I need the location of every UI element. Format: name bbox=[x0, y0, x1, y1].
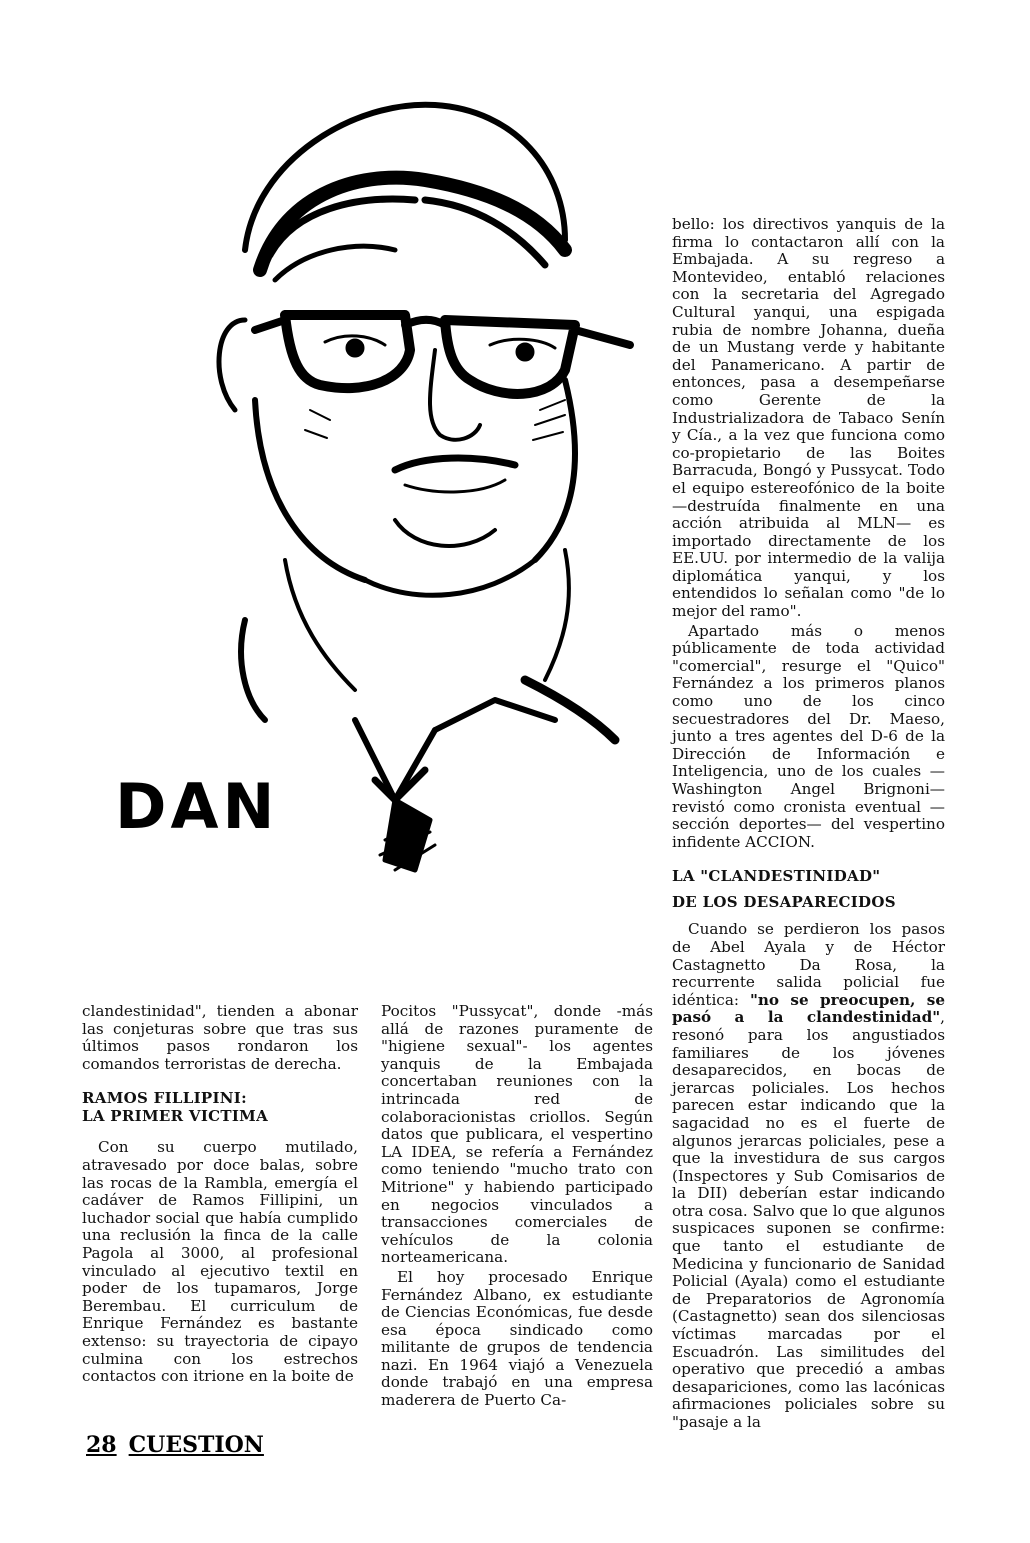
artist-signature: DAN bbox=[115, 770, 279, 843]
column-middle bbox=[381, 1003, 653, 1410]
bold-quote: "no se preocupen, se pasó a la clandestinidad" bbox=[672, 990, 945, 1027]
column-left bbox=[82, 1003, 358, 1386]
paragraph: clandestinidad", tienden a abonar las conjeturas sobre que tras sus últimos pasos rondaron los comandos terroristas de derecha. bbox=[82, 1002, 358, 1073]
caricature-drawing bbox=[95, 80, 655, 880]
text-run: , resonó para los angustiados familiares de los jóvenes desaparecidos, en bocas de jerarcas policiales. Los hechos parecen estar indicando que la sagacidad no es el fuerte de algunos jerarcas policiales, pese a que la investidura de sus cargos (Inspectores y Sub Comisarios de la DII) deberían estar indicando otra cosa. Salvo que lo que algunos suspicaces suponen se confirme: que tanto el estudiante de Medicina y funcionario de Sanidad Policial (Ayala) como el estudiante de Preparatorios de Agronomía (Castagnetto) sean dos silenciosas víctimas marcadas por el Escuadrón. Las similitudes del operativo que precedió a ambas desapariciones, como las lacónicas afirmaciones policiales sobre su "pasaje a la bbox=[672, 1008, 946, 1431]
paragraph: Apartado más o menos públicamente de toda actividad "comercial", resurge el "Quico" Fernández a los primeros planos como uno de los cinco secuestradores del Dr. Maeso, junto a tres agentes del D-6 de la Dirección de Información e Inteligencia, uno de los cuales —Washington Angel Brignoni— revistó como cronista eventual —sección deportes— del vespertino infidente ACCION. bbox=[672, 621, 945, 851]
magazine-name: CUESTION bbox=[128, 1432, 264, 1458]
heading-line: RAMOS FILLIPINI: bbox=[82, 1089, 247, 1108]
text-run: Cuando se perdieron los pasos de Abel Ayala y de Héctor Castagnetto Da Rosa, la recurrente salida policial fue idéntica: bbox=[672, 920, 945, 1009]
page-number: 28 bbox=[86, 1432, 117, 1458]
caricature-illustration bbox=[95, 80, 655, 880]
heading-line: LA PRIMER VICTIMA bbox=[82, 1107, 269, 1126]
paragraph: Pocitos "Pussycat", donde -más allá de razones puramente de "higiene sexual"- los agentes yanquis de la Embajada concertaban reuniones con la intrincada red de colaboracionistas criollos. Según datos que publicara, el vespertino LA IDEA, se refería a Fernández como teniendo "mucho trato con Mitrione" y habiendo participado en negocios vinculados a transacciones comerciales de vehículos de la colonia norteamericana. bbox=[381, 1002, 653, 1267]
column-right bbox=[672, 216, 945, 1432]
heading-line: LA "CLANDESTINIDAD" bbox=[672, 867, 881, 886]
paragraph bbox=[672, 921, 945, 1431]
heading-line: DE LOS DESAPARECIDOS bbox=[672, 893, 896, 912]
page-footer bbox=[86, 1432, 264, 1458]
paragraph: bello: los directivos yanquis de la firma lo contactaron allí con la Embajada. A su regreso a Montevideo, entabló relaciones con la secretaria del Agregado Cultural yanqui, una espigada rubia de nombre Johanna, dueña de un Mustang verde y habitante del Panamericano. A partir de entonces, pasa a desempeñarse como Gerente de la Industrializadora de Tabaco Senín y Cía., a la vez que funciona como co-propietario de las Boites Barracuda, Bongó y Pussycat. Todo el equipo estereofónico de la boite —destruída finalmente en una acción atribuida al MLN— es importado directamente de los EE.UU. por intermedio de la valija diplomática yanqui, y los entendidos lo señalan como "de lo mejor del ramo". bbox=[672, 215, 945, 621]
paragraph: El hoy procesado Enrique Fernández Albano, ex estudiante de Ciencias Económicas, fue desde esa época sindicado como militante de grupos de tendencia nazi. En 1964 viajó a Venezuela donde trabajó en una empresa maderera de Puerto Ca- bbox=[381, 1267, 653, 1410]
section-heading bbox=[672, 863, 945, 915]
paragraph: Con su cuerpo mutilado, atravesado por doce balas, sobre las rocas de la Rambla, emergía el cadáver de Ramos Fillipini, un luchador social que había cumplido una reclusión la finca de la calle Pagola al 3000, al profesional vinculado al ejecutivo textil en poder de los tupamaros, Jorge Berembau. El curriculum de Enrique Fernández es bastante extenso: su trayectoria de cipayo culmina con los estrechos contactos con itrione en la boite de bbox=[82, 1138, 358, 1386]
section-heading bbox=[82, 1089, 358, 1125]
